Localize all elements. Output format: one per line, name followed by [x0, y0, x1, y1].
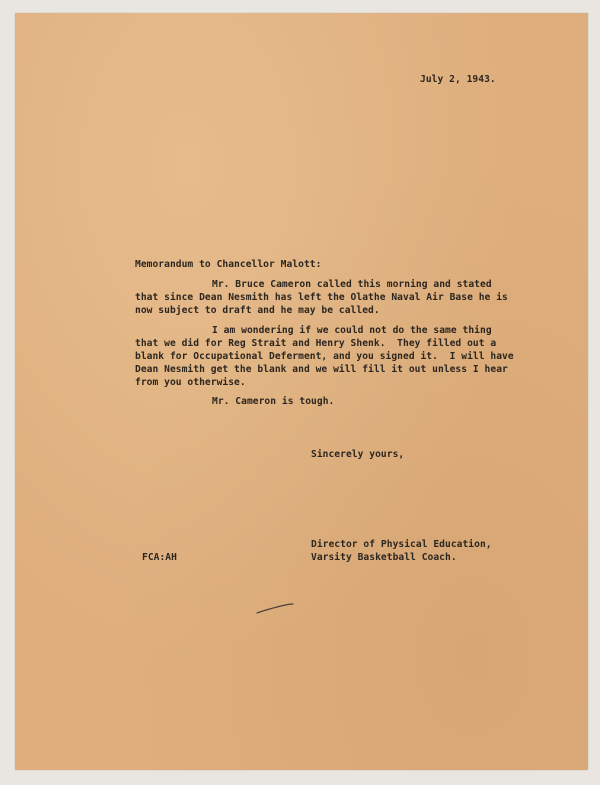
letter-date: July 2, 1943.	[420, 74, 496, 85]
memo-salutation: Memorandum to Chancellor Malott:	[135, 259, 322, 270]
paragraph-1-line-1: Mr. Bruce Cameron called this morning and stated	[212, 279, 492, 290]
letter-closing: Sincerely yours,	[311, 449, 405, 460]
reference-initials: FCA:AH	[142, 552, 177, 563]
letter-page	[15, 13, 588, 770]
pen-mark	[255, 603, 295, 615]
paragraph-2-line-5: from you otherwise.	[135, 377, 246, 388]
signature-title-line-1: Director of Physical Education,	[311, 539, 492, 550]
paragraph-2-line-3: blank for Occupational Deferment, and you signed it. I will have	[135, 351, 514, 362]
paragraph-3: Mr. Cameron is tough.	[212, 396, 335, 407]
paragraph-1-line-3: now subject to draft and he may be called.	[135, 305, 380, 316]
signature-title-line-2: Varsity Basketball Coach.	[311, 552, 457, 563]
paragraph-2-line-2: that we did for Reg Strait and Henry Shenk. They filled out a	[135, 338, 497, 349]
paragraph-2-line-4: Dean Nesmith get the blank and we will fill it out unless I hear	[135, 364, 508, 375]
paragraph-2-line-1: I am wondering if we could not do the same thing	[212, 325, 492, 336]
paragraph-1-line-2: that since Dean Nesmith has left the Olathe Naval Air Base he is	[135, 292, 508, 303]
